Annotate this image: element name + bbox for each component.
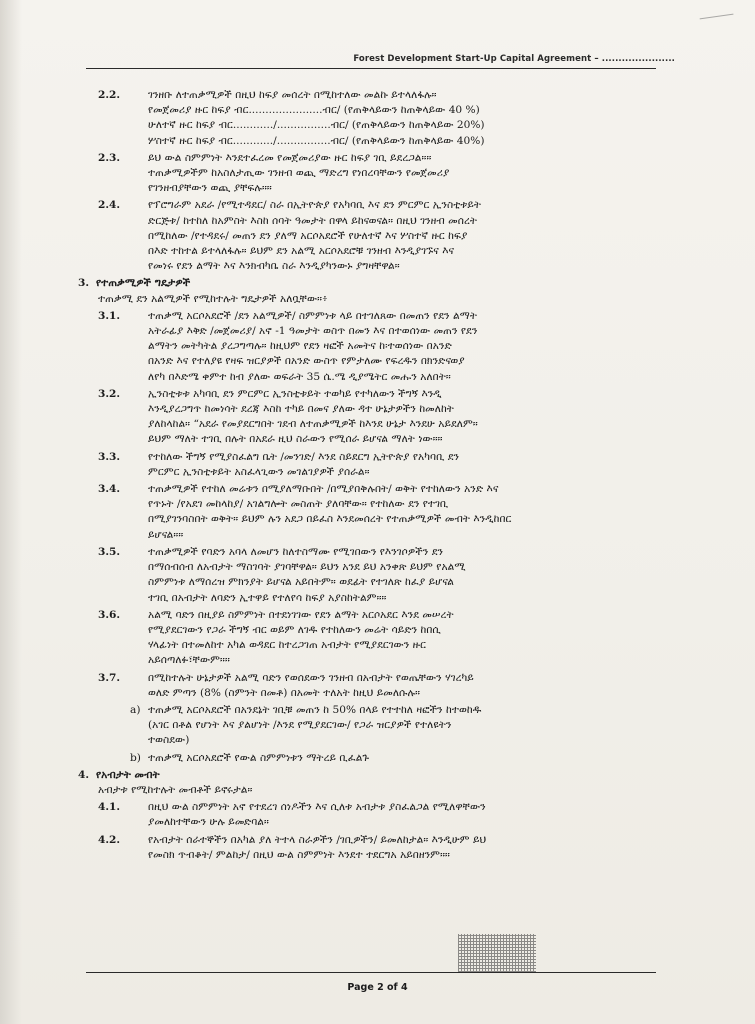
section-2-clauses xyxy=(78,88,663,274)
document-body xyxy=(78,88,663,865)
clause xyxy=(78,450,663,480)
section-4-heading xyxy=(78,768,663,783)
text-line: ወለድ ምጣን (8% (ስምንት በመቶ) በአመት ተለአት ከዚህ ይመለሱሉ። xyxy=(148,686,421,699)
footer-rule xyxy=(86,972,656,973)
sub-clause-letter: b) xyxy=(130,751,141,764)
text-line: ሦስተኛ ዙር ከፍያ ብር............/................ብር/ (የጠቅላይውን ከጠቅላይው 40%) xyxy=(148,134,485,147)
text-line: በእድ ተከተል ይተላለፋሉ። ይህም ደን አልሚ አርሶአደሮቹ ገንዘብ እንዲያገኙና እና xyxy=(148,245,455,258)
text-line: አልሚ ባድን በዚያይ ስምምነት በተደነገገው የደን ልማት አርሶአደር እንደ መሠረት xyxy=(148,608,454,621)
section-number: 3. xyxy=(78,277,90,290)
text-line: የመስክ ጥብቆት/ ምልከታ/ በዚህ ውል ስምምነት እንደተ ተደርግአ አይበዘንም።። xyxy=(148,848,450,861)
corner-mark xyxy=(699,6,734,20)
text-line: ተጠቃሚዎች የባድን አባላ ለመሆን ከለተስማሙ የሚገበውን የእንገሶዎችን ደን xyxy=(148,545,444,558)
sub-clause xyxy=(78,703,663,749)
clause-text xyxy=(148,482,663,543)
text-line: ምርምር ኢንስቲቱይት አስፈላጊውን መገልገያዎች ያሰራል። xyxy=(148,465,370,478)
sub-clause-text xyxy=(148,703,663,749)
text-line: ይህ ውል ስምምነት እንደተፈረመ የመጀመሪያው ዙር ከፍያ ገቢ ይደረጋል።። xyxy=(148,151,432,164)
clause xyxy=(78,608,663,669)
text-line: (አገር በቶል የሆነት እና ያልሆነት /እንደ የሚያደርገው/ የጋራ ዝርያዎች የተለዩትን xyxy=(148,719,452,732)
clause-text xyxy=(148,833,663,863)
text-line: ያለከላከል። “አደራ የመያደርግበት ገደብ ለተጠቃሚዎች ከእንደ ሁኔታ እንደሁ አይደለም። xyxy=(148,418,478,431)
clause-number: 3.2. xyxy=(98,387,121,400)
clause-number: 2.3. xyxy=(98,151,121,164)
clause-number: 3.7. xyxy=(98,671,121,684)
text-line: የመነሩ የደን ልማት እና እንክብካቤ ስራ እንዲያካንውኑ ያግዛቸዋል። xyxy=(148,260,400,273)
text-line: ስምምነቱ ለማሰረዝ ምክንያት ይሆናል አይበትም። ወደፊት የተገለጽ ከፈያ ይሆናል xyxy=(148,576,455,589)
clause-number: 3.1. xyxy=(98,309,121,322)
sub-clause-letter: a) xyxy=(130,703,141,716)
clause-text xyxy=(148,800,663,830)
text-line: የአብታት ሰራተኞችን በአካል ያለ ትተላ ስራዎችን /ገቢዎችን/ ይመለከታል። እንዲሁም ይህ xyxy=(148,833,487,846)
clause xyxy=(78,833,663,863)
clause-text xyxy=(148,387,663,448)
clause-number: 3.6. xyxy=(98,608,121,621)
clause xyxy=(78,482,663,543)
text-line: ያመለከተቸውን ሁሉ ይመድባል። xyxy=(148,816,269,829)
clause xyxy=(78,88,663,149)
sub-clause-text xyxy=(148,751,663,766)
text-line: ሁለተኛ ዙር ከፍያ ብር............/................ብር/ (የጠቅላይውን ከጠቅላይው 20%) xyxy=(148,119,485,132)
clause xyxy=(78,545,663,606)
clause-number: 3.3. xyxy=(98,450,121,463)
text-line: በሚከለው /የተዳደሩ/ መጠን ደን ያለማ አርሶአደሮች የሁለተኛ እና ሦስተኛ ዙር ከፍያ xyxy=(148,229,468,242)
text-line: የመጀመሪያ ዙር ከፍያ ብር......................ብር/ (የጠቅላይውን ከጠቅላይው 40 %) xyxy=(148,104,480,117)
text-line: ለየካ በእድሜ ቀምተ ከብ ያለው ወፍራት 35 ሴ.ሜ ዲያሜትር መሑን አለበት። xyxy=(148,370,451,383)
text-line: በዚህ ውል ስምምነት አኖ የተደረገ ሰነዶችን እና ሲለቱ አብታቱ ያስፈልጋል የሚለዋቸውን xyxy=(148,801,486,814)
section-number: 4. xyxy=(78,768,90,781)
header-rule xyxy=(86,68,656,69)
clause-number: 3.5. xyxy=(98,545,121,558)
clause-text xyxy=(148,151,663,197)
text-line: የፕሮግራም አደራ /የሚተዳደር/ ስራ በኢትዮጵያ የአካባቢ እና ደን ምርምር ኢንስቲቱይት xyxy=(148,199,482,212)
text-line: ተጠቃሚዎችም ከአስለታጢው ገንዘብ ወጪ ማድረግ የነበረባቸውን የመጀመሪያ xyxy=(148,167,450,180)
clause-number: 2.2. xyxy=(98,89,121,101)
text-line: ተጠቃሚ አርሶአደሮች /ደን አልሚዎች/ ስምምነቱ ላይ በተገለጸው በመጠን የደን ልማት xyxy=(148,309,478,322)
barcode-stamp xyxy=(458,934,536,972)
clause-number: 4.1. xyxy=(98,801,121,814)
clause-text xyxy=(148,671,663,701)
clause-number: 4.2. xyxy=(98,833,121,846)
text-line: ሃላፊነት በተመለከተ አካል ወዳደር ከተረጋገጠ አብታት የሚያደርገውን ዙር xyxy=(148,639,426,652)
text-line: በሚከተሉት ሁኔታዎች አልሚ ባድን የወሰደውን ገንዘብ በአብታት የወጤቸውን ሃገረካይ xyxy=(148,671,474,684)
clause xyxy=(78,198,663,274)
clause xyxy=(78,309,663,385)
text-line: ገንዘቡ ለተጠቃሚዎች በዚህ ከፍያ መሰረት በሚከተለው መልኩ ይተላለፋሉ። xyxy=(148,89,437,101)
text-line: የጥኑት /የአደገ መከላከያ/ አገልግሎት መስጠት ያለባቸው። የተከለው ደን የተገቢ xyxy=(148,498,449,511)
scan-shadow-edge xyxy=(0,0,22,1024)
text-line: በአንድ እና የተለያዩ የዛፍ ዝርያዎች በአንድ ውስጥ የምታለሙ የፍረዱን በክንድናወያ xyxy=(148,355,465,368)
clause xyxy=(78,151,663,197)
text-line: በሚያገንባስበት ወቅት። ይህም ሉን አደጋ በይፈስ እንደመሰረት የተጠቃሚዎች መብት እንዲከበር xyxy=(148,513,512,526)
clause-text xyxy=(148,88,663,149)
section-4-intro: አብታቱ የሚከተሉት መብቶች ይኖሩታል። xyxy=(98,783,253,796)
header-title: Forest Development Start-Up Capital Agreement – ...................... xyxy=(353,54,675,64)
section-3-intro: ተጠቃሚ ደን አልሚዎች የሚከተሉት ግዴታዎች አለቧቸው።፥ xyxy=(98,292,328,305)
text-line: በማሰብሰብ ለአብታት ማስገባት ያገባቸዋል። ይህን አንደ ይህ አንቀጽ ይህም የአልሚ xyxy=(148,561,466,574)
text-line: ይሆናል።። xyxy=(148,528,184,541)
text-line: የተከለው ችግኝ የሚያስፈልግ ቤት /መንገድ/ እንደ ስይደርግ ኢትዮጵያ የአካባቢ ደን xyxy=(148,450,460,463)
clause-text xyxy=(148,545,663,606)
clause-text xyxy=(148,608,663,669)
text-line: የሚያደርገውን የጋራ ችግኝ ብር ወይም ለገዱ የተከለውን መሬት ሳይድን ከበሲ xyxy=(148,623,441,636)
text-line: ድርጅቱ/ ከተከለ ከአምስት እስከ ሰባት ዓመታት በዋላ ይከናወናል። በዚህ ገንዘብ መሰረት xyxy=(148,214,478,227)
section-3-heading xyxy=(78,276,663,291)
text-line: አትራፊያ እቅድ /መጀመሪያ/ አኖ -1 ዓመታት ወስጥ በመን እና በተወሰነው መጠን የደን xyxy=(148,325,478,338)
clause-number: 3.4. xyxy=(98,483,121,496)
clause-text xyxy=(148,198,663,274)
clause-number: 2.4. xyxy=(98,199,121,212)
text-line: ተጠቃሚዎች የተከለ መሬቱን በሚያለማቡበት /በሚያበቅሉበት/ ወቅት የተከለውን አንድ እና xyxy=(148,483,499,496)
clause-text xyxy=(148,309,663,385)
clause xyxy=(78,387,663,448)
text-line: ልማትን መትካትል ያረጋግጣሉ። ከዚህም የደን ዛፎች አመትና ከ፡ተወሰነው በአንድ xyxy=(148,340,452,353)
sub-clause xyxy=(78,751,663,766)
text-line: አይሰጣለፉ፣ቸውም።። xyxy=(148,654,230,667)
clause-text xyxy=(148,450,663,480)
text-line: እንዲያረጋግጥ ከመነሳት ደረጃ እስከ ተካይ በመና ያለው ዳተ ሁኔታዎችን ከመለከት xyxy=(148,403,454,416)
section-4-clauses xyxy=(78,800,663,863)
clause xyxy=(78,671,663,701)
text-line: ተወስደው) xyxy=(148,734,190,747)
section-3-clauses xyxy=(78,309,663,766)
page-number: Page 2 of 4 xyxy=(347,982,408,993)
text-line: ይህም ማለት ተገቢ በሉት በአደራ ዚህ ስራውን የሚሰራ ይሆናል ማለት ነው።። xyxy=(148,433,443,446)
text-line: ተጠቃሚ አርሶአደሮች የውል ስምምነቱን ማትረይ ቢፈልጉ xyxy=(148,751,370,764)
clause xyxy=(78,800,663,830)
text-line: ኢንስቲቱቱ አካባቢ ደን ምርምር ኢንስቲቱይት ተወካይ የተካለውን ችግኝ እንዲ xyxy=(148,387,442,400)
section-title: የአብታት መብት xyxy=(96,768,160,781)
section-title: የተጠቃሚዎች ግዴታዎች xyxy=(96,277,191,290)
text-line: ተጠቃሚ አርሶአደሮች በአንደኔት ገቢቹ መጠን ከ 50% በላይ የተተከለ ዛፎችን ከተወከዱ xyxy=(148,703,482,716)
text-line: ተገቢ በአብታት ለባድን ኢተዋይ የተለየሳ ከፍያ አያስከትልም።። xyxy=(148,591,387,604)
text-line: የገንዘብያቸውን ወጪ ያቸፍሉ።። xyxy=(148,182,272,195)
